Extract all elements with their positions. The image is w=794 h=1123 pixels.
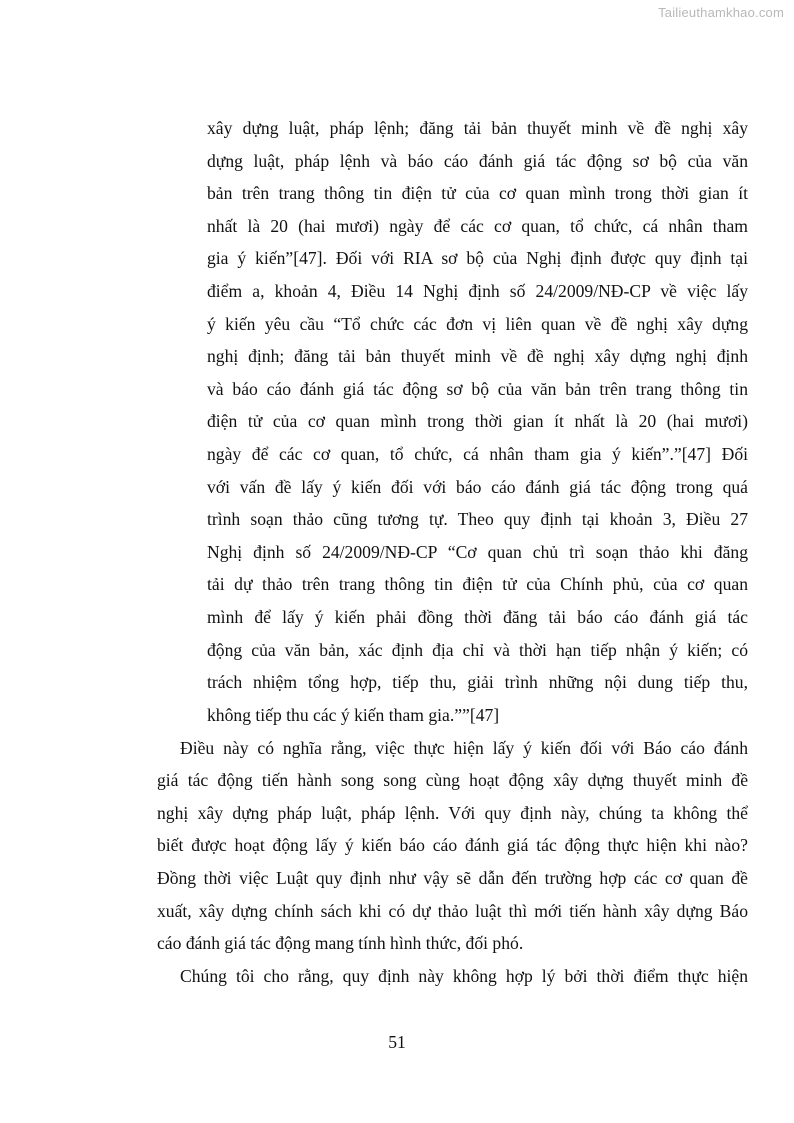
quote-line: và báo cáo đánh giá tác động sơ bộ của văn bản trên trang thông tin xyxy=(207,379,748,399)
quote-line: tải dự thảo trên trang thông tin điện tử của Chính phủ, của cơ quan xyxy=(207,574,748,594)
paragraph-line: giá tác động tiến hành song song cùng hoạt động xây dựng thuyết minh đề xyxy=(157,770,748,790)
quote-line: bản trên trang thông tin điện tử của cơ quan mình trong thời gian ít xyxy=(207,183,748,203)
quote-line: mình để lấy ý kiến phải đồng thời đăng tải báo cáo đánh giá tác xyxy=(207,607,748,627)
quote-line: nghị định; đăng tải bản thuyết minh về đề nghị xây dựng nghị định xyxy=(207,346,748,366)
quote-line: ngày để các cơ quan, tổ chức, cá nhân tham gia ý kiến”.”[47] Đối xyxy=(207,444,748,464)
quote-line: trình soạn thảo cũng tương tự. Theo quy định tại khoản 3, Điều 27 xyxy=(207,509,748,529)
paragraph-line: Đồng thời việc Luật quy định như vậy sẽ dẫn đến trường hợp các cơ quan đề xyxy=(157,868,748,888)
quote-line: nhất là 20 (hai mươi) ngày để các cơ quan, tổ chức, cá nhân tham xyxy=(207,216,748,236)
paragraph-line: xuất, xây dựng chính sách khi có dự thảo luật thì mới tiến hành xây dựng Báo xyxy=(157,901,748,921)
quote-line: ý kiến yêu cầu “Tổ chức các đơn vị liên quan về đề nghị xây dựng xyxy=(207,314,748,334)
quote-line: xây dựng luật, pháp lệnh; đăng tải bản thuyết minh về đề nghị xây xyxy=(207,118,748,138)
quote-line: dựng luật, pháp lệnh và báo cáo đánh giá tác động sơ bộ của văn xyxy=(207,151,748,171)
paragraph-line: biết được hoạt động lấy ý kiến báo cáo đánh giá tác động thực hiện khi nào? xyxy=(157,835,748,855)
quote-line: trách nhiệm tổng hợp, tiếp thu, giải trình những nội dung tiếp thu, xyxy=(207,672,748,692)
paragraph-line: nghị xây dựng pháp luật, pháp lệnh. Với quy định này, chúng ta không thể xyxy=(157,803,748,823)
watermark: Tailieuthamkhao.com xyxy=(658,5,784,20)
quote-line: gia ý kiến”[47]. Đối với RIA sơ bộ của Nghị định được quy định tại xyxy=(207,248,748,268)
quote-line: điểm a, khoản 4, Điều 14 Nghị định số 24/2009/NĐ-CP về việc lấy xyxy=(207,281,748,301)
quote-line: với vấn đề lấy ý kiến đối với báo cáo đánh giá tác động trong quá xyxy=(207,477,748,497)
quote-line: Nghị định số 24/2009/NĐ-CP “Cơ quan chủ trì soạn thảo khi đăng xyxy=(207,542,748,562)
quote-line: không tiếp thu các ý kiến tham gia.””[47] xyxy=(207,705,500,725)
quote-line: điện tử của cơ quan mình trong thời gian ít nhất là 20 (hai mươi) xyxy=(207,411,748,431)
paragraph-line: Chúng tôi cho rằng, quy định này không hợp lý bởi thời điểm thực hiện xyxy=(180,966,748,986)
page-number: 51 xyxy=(388,1032,406,1052)
paragraph-line: cáo đánh giá tác động mang tính hình thức, đối phó. xyxy=(157,933,524,953)
quote-line: động của văn bản, xác định địa chỉ và thời hạn tiếp nhận ý kiến; có xyxy=(207,640,748,660)
paragraph-line: Điều này có nghĩa rằng, việc thực hiện lấy ý kiến đối với Báo cáo đánh xyxy=(180,738,748,758)
